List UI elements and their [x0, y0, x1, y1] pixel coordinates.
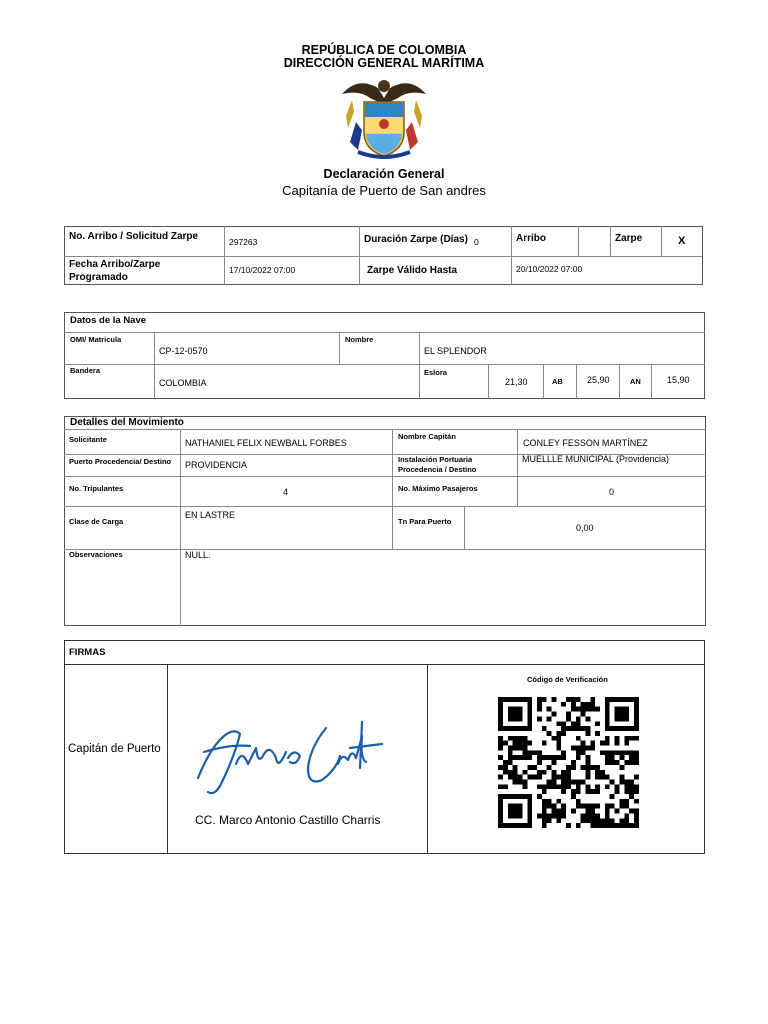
fecha-label-line2: Programado — [69, 272, 128, 283]
signatures-title: FIRMAS — [69, 647, 106, 658]
nombre-nave-value: EL SPLENDOR — [424, 346, 487, 356]
solicitante-value: NATHANIEL FELIX NEWBALL FORBES — [185, 438, 347, 448]
puerto-value: PROVIDENCIA — [185, 460, 248, 470]
instalacion-label-line2: Procedencia / Destino — [398, 465, 477, 474]
ab-label: AB — [552, 377, 563, 386]
eslora-value: 21,30 — [505, 377, 528, 387]
omi-label: OMI/ Matricula — [70, 335, 122, 344]
signer-name: CC. Marco Antonio Castillo Charris — [195, 813, 381, 827]
header-line-2: DIRECCIÓN GENERAL MARÍTIMA — [283, 56, 485, 70]
instalacion-value: MUELLLE MUNICIPAL (Providencia) — [522, 454, 670, 464]
verification-code-label: Código de Verificación — [527, 675, 608, 684]
bandera-label: Bandera — [70, 366, 101, 375]
arribo-option-label: Arribo — [516, 233, 546, 244]
vessel-section-title: Datos de la Nave — [70, 315, 147, 326]
carga-value: EN LASTRE — [185, 510, 236, 520]
zarpe-valido-label: Zarpe Válido Hasta — [367, 265, 458, 276]
qr-code-icon[interactable] — [498, 697, 639, 828]
puerto-label: Puerto Procedencia/ Destino — [69, 457, 172, 466]
arribo-number-value: 297263 — [229, 237, 258, 247]
header-line-1: REPÚBLICA DE COLOMBIA — [301, 43, 467, 57]
bandera-value: COLOMBIA — [159, 378, 207, 388]
capitan-value: CONLEY FESSON MARTÍNEZ — [523, 438, 648, 448]
ab-value: 25,90 — [587, 375, 610, 385]
nombre-nave-label: Nombre — [345, 335, 374, 344]
observaciones-value: NULL. — [185, 550, 211, 560]
coat-of-arms-logo — [338, 72, 430, 164]
pasajeros-value: 0 — [609, 487, 615, 497]
tripulantes-value: 4 — [283, 487, 289, 497]
arribo-number-label: No. Arribo / Solicitud Zarpe — [69, 231, 199, 242]
document-title: Declaración General — [323, 167, 445, 181]
instalacion-label-line1: Instalación Portuaria — [398, 455, 473, 464]
tn-puerto-value: 0,00 — [576, 523, 594, 533]
fecha-label-line1: Fecha Arribo/Zarpe — [69, 259, 161, 270]
an-value: 15,90 — [667, 375, 690, 385]
fecha-value: 17/10/2022 07:00 — [229, 265, 296, 275]
capitan-label: Nombre Capitán — [398, 432, 456, 441]
zarpe-valido-value: 20/10/2022 07:00 — [516, 264, 583, 274]
document-subtitle: Capitanía de Puerto de San andres — [282, 183, 486, 198]
tripulantes-label: No. Tripulantes — [69, 484, 124, 493]
omi-value: CP-12-0570 — [159, 346, 208, 356]
pasajeros-label: No. Máximo Pasajeros — [398, 484, 478, 493]
duracion-zarpe-label: Duración Zarpe (Días) — [364, 234, 468, 245]
handwritten-signature — [190, 708, 390, 800]
observaciones-label: Observaciones — [69, 550, 123, 559]
tn-puerto-label: Tn Para Puerto — [398, 517, 452, 526]
eslora-label: Eslora — [424, 368, 447, 377]
capitan-puerto-role: Capitán de Puerto — [68, 743, 161, 755]
movement-section-title: Detalles del Movimiento — [70, 417, 184, 428]
carga-label: Clase de Carga — [69, 517, 124, 526]
zarpe-option-label: Zarpe — [615, 233, 643, 244]
duracion-zarpe-value: 0 — [474, 237, 479, 247]
an-label: AN — [630, 377, 641, 386]
zarpe-checkmark: X — [678, 235, 686, 247]
solicitante-label: Solicitante — [69, 435, 107, 444]
